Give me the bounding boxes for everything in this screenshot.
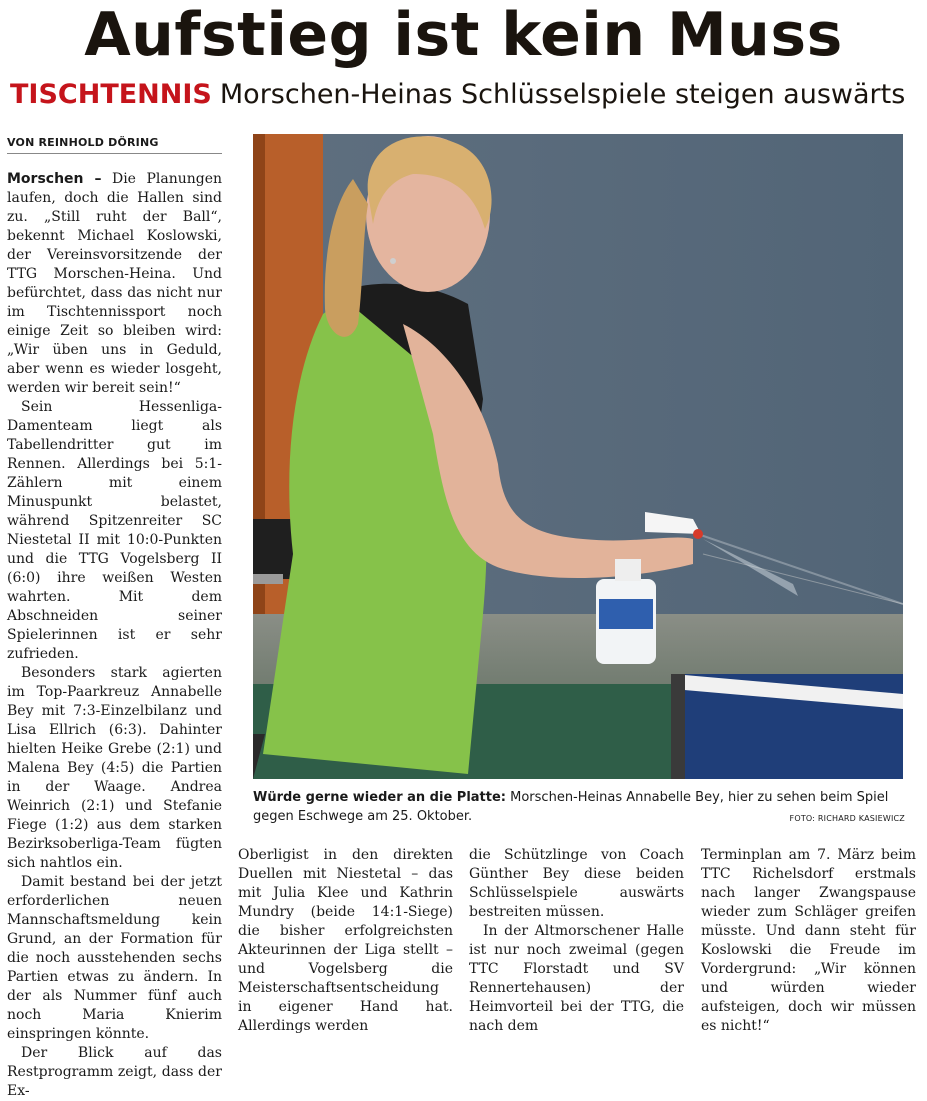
byline: VON REINHOLD DÖRING	[7, 136, 222, 154]
dateline: Morschen –	[7, 171, 102, 187]
photo-credit: FOTO: RICHARD KASIEWICZ	[789, 814, 905, 823]
paragraph: Damit bestand bei der jetzt erforderlichen neuen Mannschaftsmeldung kein Grund, an der Formation für die noch ausstehenden sechs Partien etwas zu ändern. In der als Nummer fünf auch noch Maria Knierim einspringen könnte.	[7, 874, 222, 1042]
subheadline: Morschen-Heinas Schlüsselspiele steigen auswärts	[219, 79, 906, 110]
paragraph: Besonders stark agierten im Top-Paarkreuz Annabelle Bey mit 7:3-Einzelbilanz und Lisa Ellrich (6:3). Dahinter hielten Heike Grebe (2:1) und Malena Bey (4:5) die Partien in der Waage. Andrea Weinrich (2:1) und Stefanie Fiege (1:2) aus dem starken Bezirksoberliga-Team fügten sich nahtlos ein.	[7, 665, 222, 871]
paragraph: Terminplan am 7. März beim TTC Richelsdorf erstmals nach langer Zwangspause wieder zum Schläger greifen müsste. Und dann steht für Koslowski die Freude im Vordergrund: „Wir können und würden wieder aufsteigen, doch wir müssen es nicht!“	[701, 847, 916, 1034]
subheadline-row	[10, 78, 920, 112]
column-1	[7, 170, 222, 1101]
paragraph: Oberligist in den direkten Duellen mit Niestetal – das mit Julia Klee und Kathrin Mundry (beide 14:1-Siege) die bisher erfolgreichsten Akteurinnen der Liga stellt – und Vogelsberg die Meisterschaftsentscheidung in eigener Hand hat. Allerdings werden	[238, 847, 453, 1034]
paragraph: die Schützlinge von Coach Günther Bey diese beiden Schlüsselspiele auswärts bestreiten müssen.	[469, 847, 684, 920]
article-photo	[253, 134, 903, 779]
table-tennis-player-photo-icon	[253, 134, 903, 779]
caption-text: Morschen-Heinas Annabelle Bey, hier zu sehen beim Spiel gegen Eschwege am 25. Oktober.	[253, 790, 889, 824]
paragraph-text: Die Planungen laufen, doch die Hallen sind zu. „Still ruht der Ball“, bekennt Michael Koslowski, der Vereinsvorsitzende der TTG Morschen-Heina. Und befürchtet, dass das nicht nur im Tischtennissport noch einige Zeit so bleiben wird: „Wir üben uns in Geduld, aber wenn es wieder losgeht, werden wir bereit sein!“	[7, 171, 223, 396]
column-2	[238, 846, 453, 1036]
paragraph: Der Blick auf das Restprogramm zeigt, dass der Ex-	[7, 1045, 222, 1099]
paragraph	[7, 170, 222, 398]
headline: Aufstieg ist kein Muss	[84, 0, 843, 70]
caption-lead: Würde gerne wieder an die Platte:	[253, 790, 506, 805]
column-3	[469, 846, 684, 1036]
column-4	[701, 846, 916, 1036]
paragraph: Sein Hessenliga-Damenteam liegt als Tabellendritter gut im Rennen. Allerdings bei 5:1-Zählern mit einem Minuspunkt belastet, während Spitzenreiter SC Niestetal II mit 10:0-Punkten und die TTG Vogelsberg II (6:0) ihre weißen Westen wahrten. Mit dem Abschneiden seiner Spielerinnen ist er sehr zufrieden.	[7, 399, 222, 662]
section-kicker: TISCHTENNIS	[10, 79, 212, 110]
paragraph: In der Altmorschener Halle ist nur noch zweimal (gegen TTC Florstadt und SV Rennertehausen) der Heimvorteil bei der TTG, die nach dem	[469, 923, 684, 1034]
